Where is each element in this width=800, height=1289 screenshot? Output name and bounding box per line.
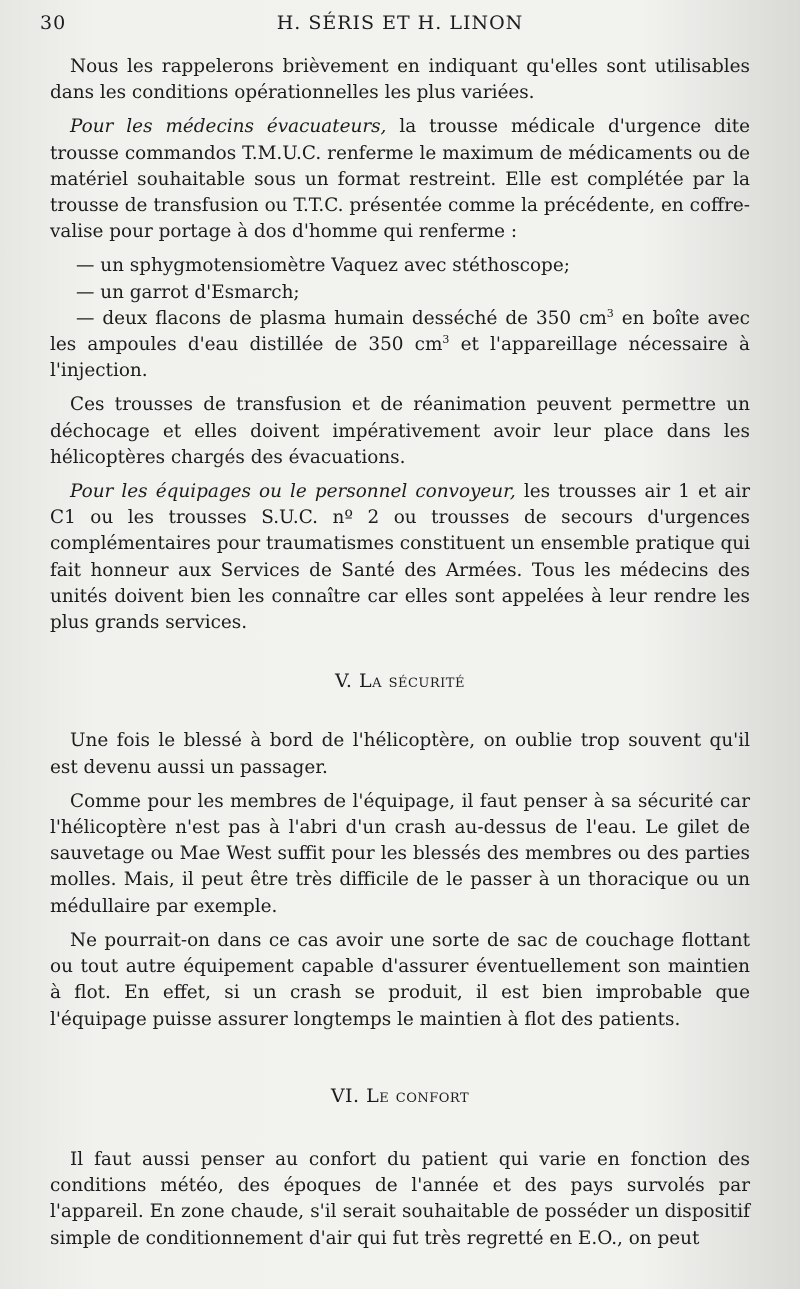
body-text xyxy=(50,54,750,1260)
italic-lead: Pour les médecins évacuateurs, xyxy=(70,116,387,138)
paragraph: Ne pourrait-on dans ce cas avoir une sorte de sac de couchage flottant ou tout autre équipement capable d'assurer éventuellement son maintien à flot. En effet, si un crash se produit, il est bien improbable que l'équipage puisse assurer longtemps le maintien à flot des patients. xyxy=(50,929,750,1030)
paragraph: Pour les équipages ou le personnel convoyeur, les trousses air 1 et air C1 ou les trousses S.U.C. nº 2 ou trousses de secours d'urgences complémentaires pour traumatismes constituent un ensemble pratique qui fait honneur aux Services de Santé des Armées. Tous les médecins des unités doivent bien les connaître car elles sont appelées à leur rendre les plus grands services. xyxy=(50,481,750,634)
paragraph: Pour les médecins évacuateurs, la trousse médicale d'urgence dite trousse commandos T.M.U.C. renferme le maximum de médicaments ou de matériel souhaitable sous un format restreint. Elle est complétée par la trousse de transfusion ou T.T.C. présentée comme la précédente, en coffre-valise pour portage à dos d'homme qui renferme : xyxy=(50,116,750,243)
running-head: H. SÉRIS ET H. LINON xyxy=(276,12,524,34)
paragraph: Comme pour les membres de l'équipage, il faut penser à sa sécurité car l'hélicoptère n'est pas à l'abri d'un crash au-dessus de l'eau. Le gilet de sauvetage ou Mae West suffit pour les blessés des membres ou des parties molles. Mais, il peut être très difficile de le passer à un thoracique ou un médullaire par exemple. xyxy=(50,790,750,917)
italic-lead: Pour les équipages ou le personnel convoyeur, xyxy=(70,481,516,503)
paragraph: Nous les rappelerons brièvement en indiquant qu'elles sont utilisables dans les conditions opérationnelles les plus variées. xyxy=(50,56,750,104)
list-item: — un sphygmotensiomètre Vaquez avec stéthoscope; xyxy=(76,255,570,277)
paragraph: Ces trousses de transfusion et de réanimation peuvent permettre un déchocage et elles doivent impérativement avoir leur place dans les hélicoptères chargés des évacuations. xyxy=(50,394,750,468)
paragraph: Une fois le blessé à bord de l'hélicoptère, on oublie trop souvent qu'il est devenu aussi un passager. xyxy=(50,730,750,778)
section-heading: V. La sécurité xyxy=(335,670,465,693)
paragraph: Il faut aussi penser au confort du patient qui varie en fonction des conditions météo, des époques de l'année et des pays survolés par l'appareil. En zone chaude, s'il serait souhaitable de posséder un dispositif simple de conditionnement d'air qui fut très regretté en E.O., on peut xyxy=(50,1148,750,1249)
page-header xyxy=(40,12,760,40)
section-heading: VI. Le confort xyxy=(330,1084,470,1107)
page-number: 30 xyxy=(40,12,67,34)
list-item: — un garrot d'Esmarch; xyxy=(76,281,300,303)
list-item: — deux flacons de plasma humain desséché de 350 $cm^3$ en boîte avec les ampoules d'eau distillée de 350 $cm^3$ et l'appareillage nécessaire à l'injection. xyxy=(50,306,750,382)
